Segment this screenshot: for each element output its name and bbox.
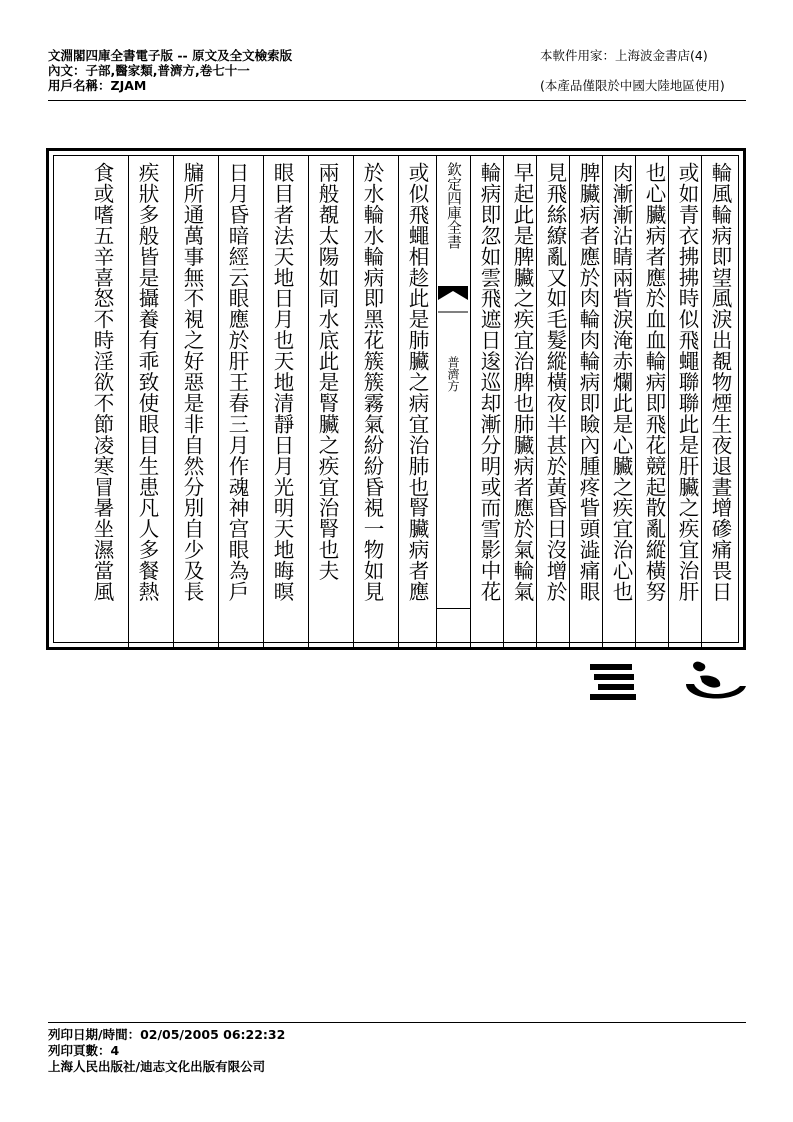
text-column: 日月昏暗經云眼應於肝王春三月作魂神宫眼為戶 [225, 162, 249, 602]
page-frame [46, 148, 746, 650]
column-rule [470, 156, 471, 648]
library-seal-icon [590, 656, 750, 708]
header-rule [48, 100, 746, 101]
column-rule [353, 156, 354, 648]
center-fold [436, 156, 470, 648]
header-region-note: (本產品僅限於中國大陸地區使用) [540, 78, 725, 93]
text-column: 或似飛蠅相趁此是肺臟之病宜治肺也腎臟病者應 [405, 162, 429, 602]
text-column: 牖所通萬事無不視之好惡是非自然分別自少及長 [180, 162, 204, 602]
text-column: 輪風輪病即望風淚出覩物煙生夜退晝增磣痛畏日 [708, 162, 732, 602]
footer-rule [48, 1022, 746, 1023]
column-rule [173, 156, 174, 648]
text-column: 眼目者法天地日月也天地清靜日月光明天地晦暝 [270, 162, 294, 602]
text-column: 也心臟病者應於血血輪病即飛花競起散亂縱橫努 [642, 162, 666, 602]
header-licensee: 本軟件用家：上海波金書店(4) [540, 48, 708, 63]
footer-publisher: 上海人民出版社/迪志文化出版有限公司 [48, 1059, 266, 1074]
fold-bottom-rule [436, 608, 470, 609]
column-rule [128, 156, 129, 648]
text-column: 早起此是脾臟之疾宜治脾也肺臟病者應於氣輪氣 [510, 162, 534, 602]
page-frame-inner [53, 155, 739, 643]
text-column: 兩般覩太陽如同水底此是腎臟之疾宜治腎也夫 [315, 162, 339, 581]
text-column: 或如青衣拂拂時似飛蠅聯聯此是肝臟之疾宜治肝 [675, 162, 699, 602]
footer-page-count: 列印頁數：4 [48, 1043, 120, 1058]
text-column: 食或嗜五辛喜怒不時淫欲不節凌寒冒暑坐濕當風 [90, 162, 114, 602]
header-user: 用戶名稱：ZJAM [48, 78, 147, 93]
footer-print-datetime: 列印日期/時間：02/05/2005 06:22:32 [48, 1027, 286, 1042]
column-rule [263, 156, 264, 648]
fold-book-title: 欽定四庫全書 [445, 162, 461, 249]
text-column: 脾臟病者應於肉輪肉輪病即瞼內腫疼眥頭澁痛眼 [576, 162, 600, 602]
fold-fishtail-icon [438, 286, 468, 300]
fold-divider-icon [438, 306, 468, 318]
column-rule [398, 156, 399, 648]
fold-rule-left [436, 156, 437, 648]
text-column: 於水輪水輪病即黑花簇簇霧氣紛紛昏視一物如見 [360, 162, 384, 602]
column-rule [308, 156, 309, 648]
header-section: 內文：子部,醫家類,普濟方,卷七十一 [48, 63, 250, 78]
text-column: 肉漸漸沾睛兩眥淚淹赤爛此是心臟之疾宜治心也 [609, 162, 633, 602]
text-column: 輪病即忽如雲飛遮日逡巡却漸分明或而雪影中花 [477, 162, 501, 602]
text-column: 見飛絲繚亂又如毛髮縱橫夜半甚於黃昏日沒增於 [543, 162, 567, 602]
fold-subtitle: 普濟方 [446, 356, 460, 392]
header-title: 文淵閣四庫全書電子版 -- 原文及全文檢索版 [48, 48, 293, 63]
column-rule [218, 156, 219, 648]
text-column: 疾狀多般皆是攝養有乖致使眼目生患凡人多餐熱 [135, 162, 159, 602]
